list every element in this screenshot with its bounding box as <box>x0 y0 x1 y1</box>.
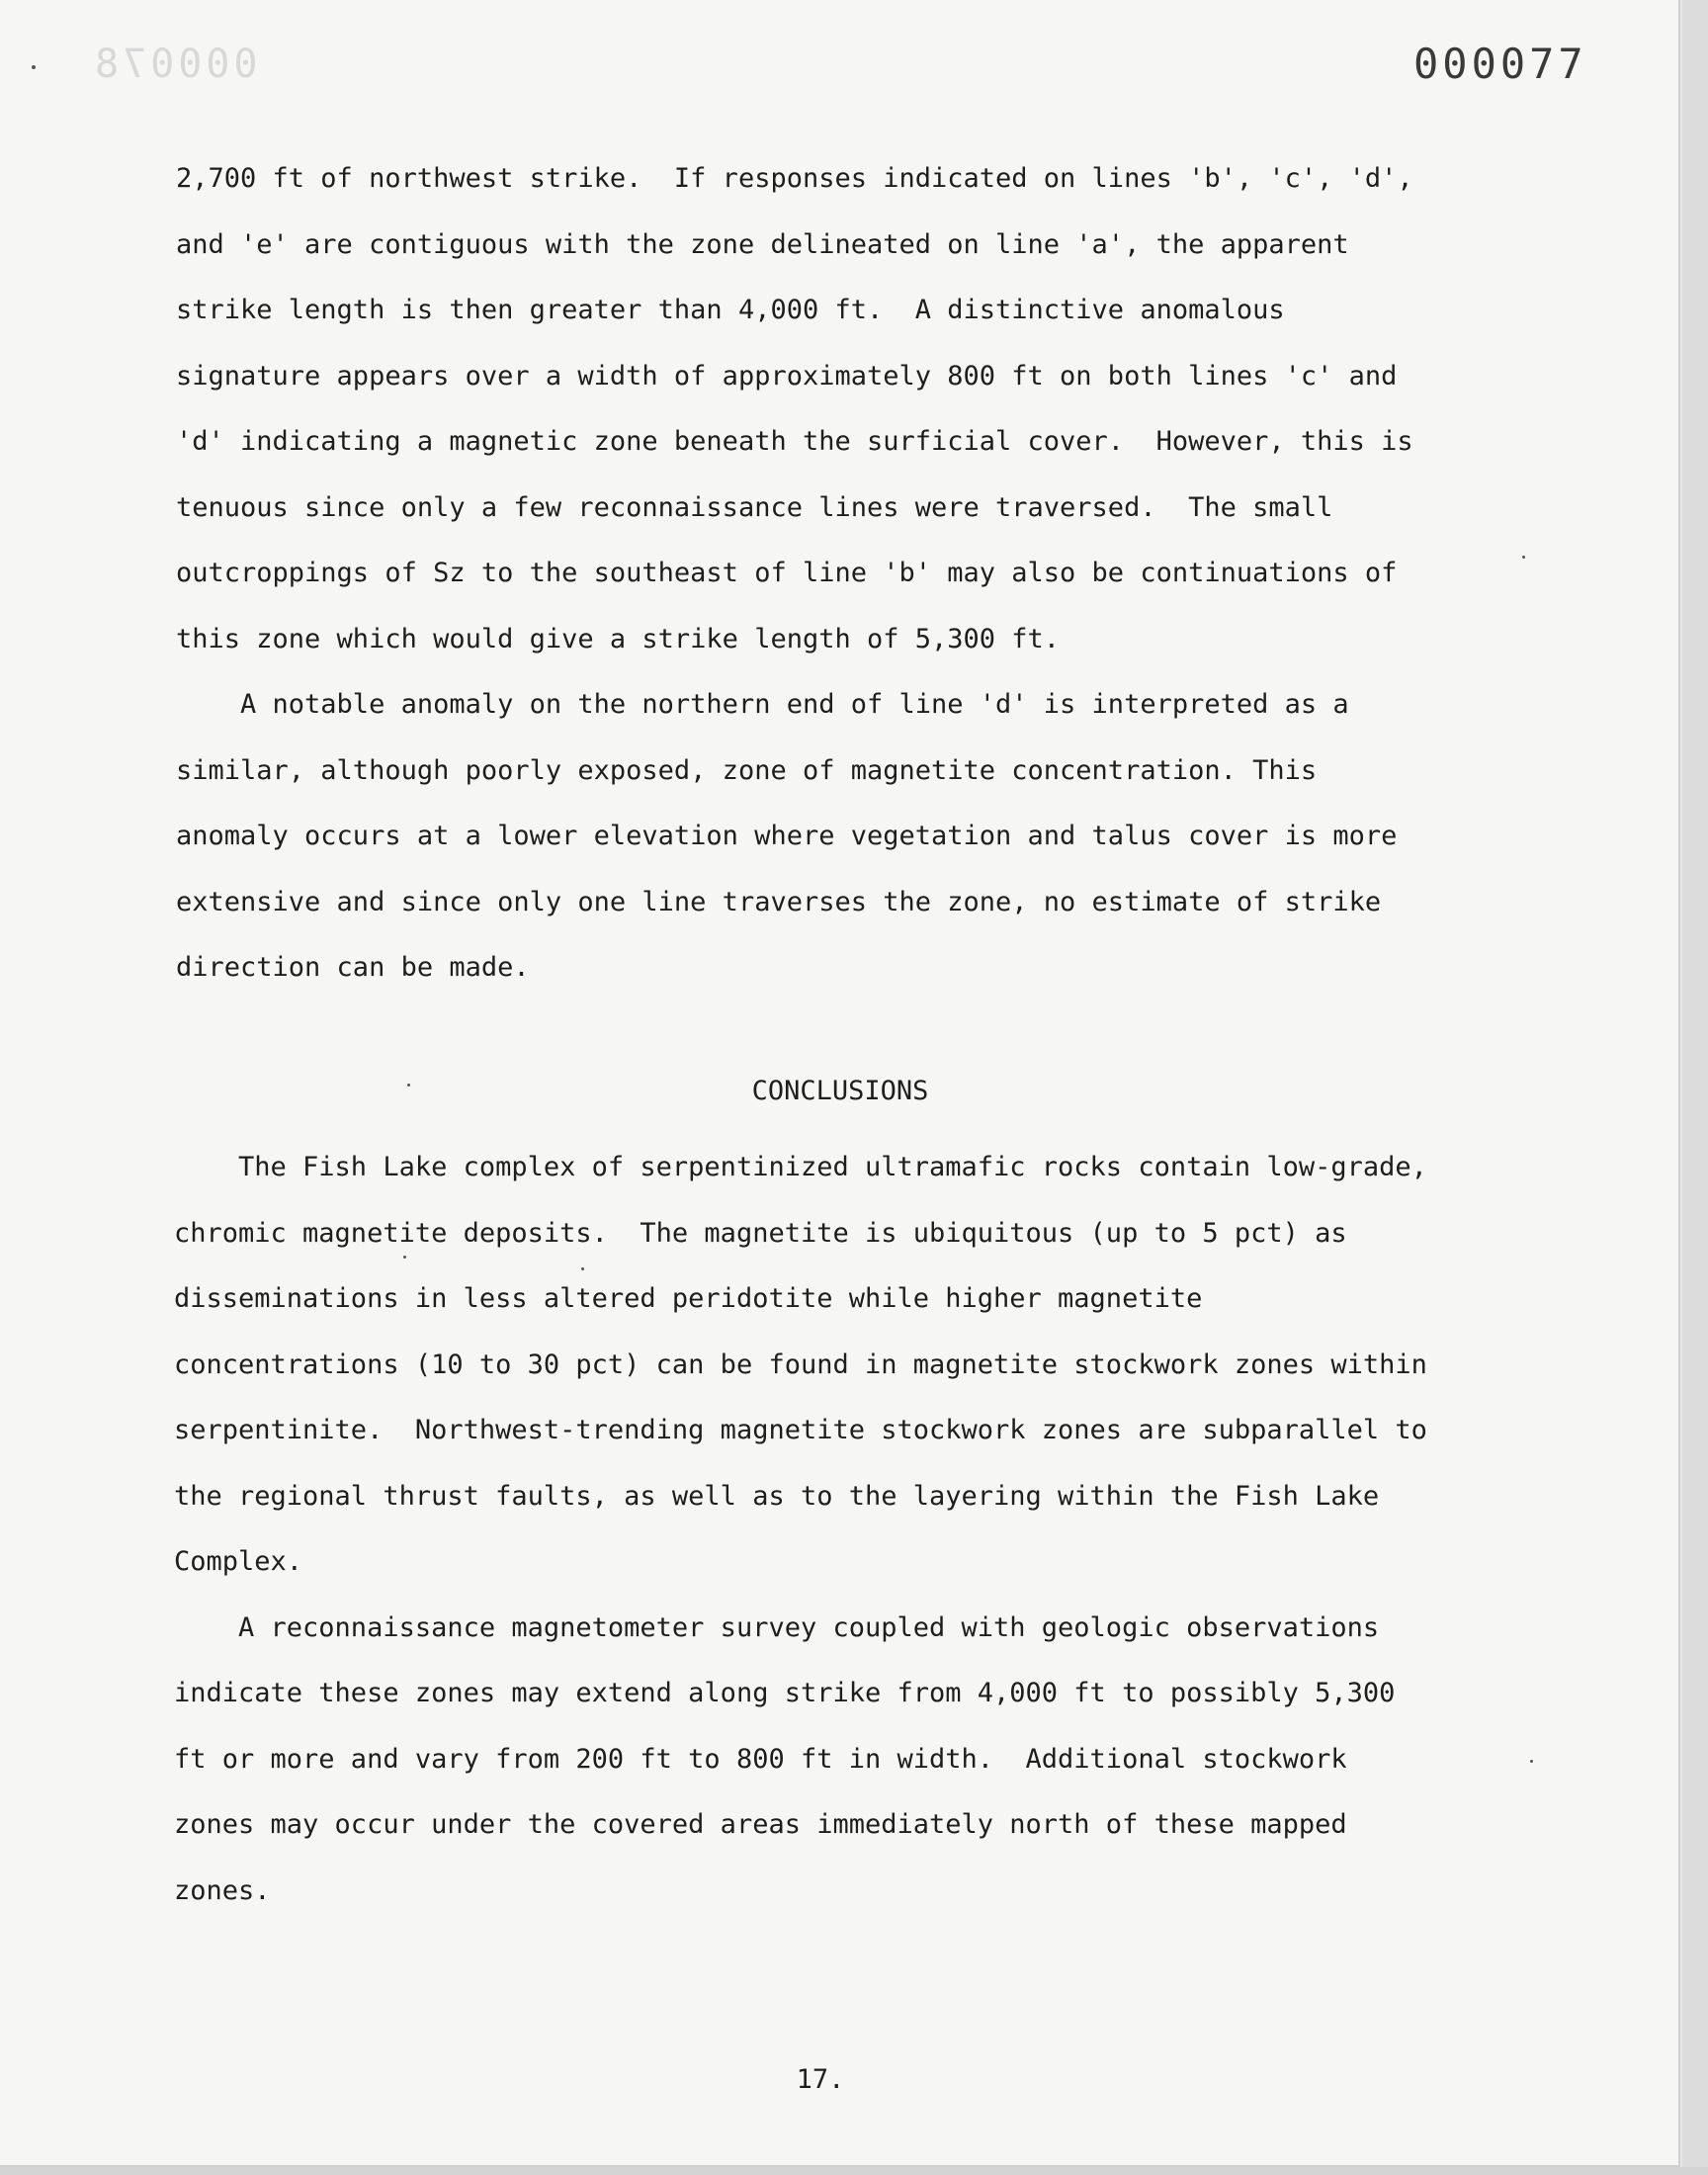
scan-speck <box>581 1267 584 1270</box>
text-line: 'd' indicating a magnetic zone beneath the surficial cover. However, this is <box>176 426 1413 457</box>
scan-speck <box>403 1256 406 1259</box>
scan-margin-bottom <box>0 2167 1708 2175</box>
text-line: anomaly occurs at a lower elevation where vegetation and talus cover is more <box>176 821 1398 851</box>
text-line: tenuous since only a few reconnaissance lines were traversed. The small <box>176 491 1333 523</box>
text-line: zones may occur under the covered areas immediately north of these mapped <box>174 1809 1347 1840</box>
text-line: disseminations in less altered peridotite while higher magnetite <box>174 1283 1203 1314</box>
text-line: the regional thrust faults, as well as to the layering within the Fish Lake <box>174 1480 1380 1512</box>
bates-number-bleedthrough: 000078 <box>91 42 258 87</box>
text-line: The Fish Lake complex of serpentinized ultramafic rocks contain low-grade, <box>174 1152 1427 1182</box>
scan-speck <box>407 1084 410 1087</box>
text-line: strike length is then greater than 4,000 ft. A distinctive anomalous <box>176 295 1285 325</box>
conclusions-heading: CONCLUSIONS <box>751 1076 929 1106</box>
text-line: zones. <box>174 1874 271 1906</box>
text-line: signature appears over a width of approximately 800 ft on both lines 'c' and <box>176 360 1398 392</box>
text-line: A reconnaissance magnetometer survey coupled with geologic observations <box>174 1611 1380 1643</box>
page-number: 17. <box>796 2064 845 2095</box>
text-line: Complex. <box>174 1546 303 1577</box>
text-line: similar, although poorly exposed, zone of magnetite concentration. This <box>176 754 1318 786</box>
body-section-2 <box>174 1135 1489 1924</box>
scan-margin-right <box>1682 0 1708 2175</box>
text-line: ft or more and vary from 200 ft to 800 ft in width. Additional stockwork <box>174 1743 1347 1775</box>
text-line: direction can be made. <box>176 952 530 983</box>
text-line: extensive and since only one line traverses the zone, no estimate of strike <box>176 886 1382 917</box>
scan-speck <box>32 65 36 69</box>
text-line: concentrations (10 to 30 pct) can be found in magnetite stockwork zones within <box>174 1348 1427 1380</box>
text-line: 2,700 ft of northwest strike. If responses indicated on lines 'b', 'c', 'd', <box>176 163 1413 194</box>
text-line: this zone which would give a strike length of 5,300 ft. <box>176 623 1061 654</box>
text-line: serpentinite. Northwest-trending magnetite stockwork zones are subparallel to <box>174 1415 1427 1445</box>
text-line: outcroppings of Sz to the southeast of line 'b' may also be continuations of <box>176 558 1398 588</box>
text-line: A notable anomaly on the northern end of line 'd' is interpreted as a <box>176 689 1349 720</box>
scan-speck <box>1530 1760 1533 1763</box>
body-section-1 <box>176 146 1491 1001</box>
text-line: chromic magnetite deposits. The magnetite is ubiquitous (up to 5 pct) as <box>174 1217 1347 1249</box>
text-line: indicate these zones may extend along strike from 4,000 ft to possibly 5,300 <box>174 1678 1396 1708</box>
scan-speck <box>1522 556 1525 559</box>
text-line: and 'e' are contiguous with the zone delineated on line 'a', the apparent <box>176 228 1349 260</box>
bates-number: 000077 <box>1413 40 1587 88</box>
